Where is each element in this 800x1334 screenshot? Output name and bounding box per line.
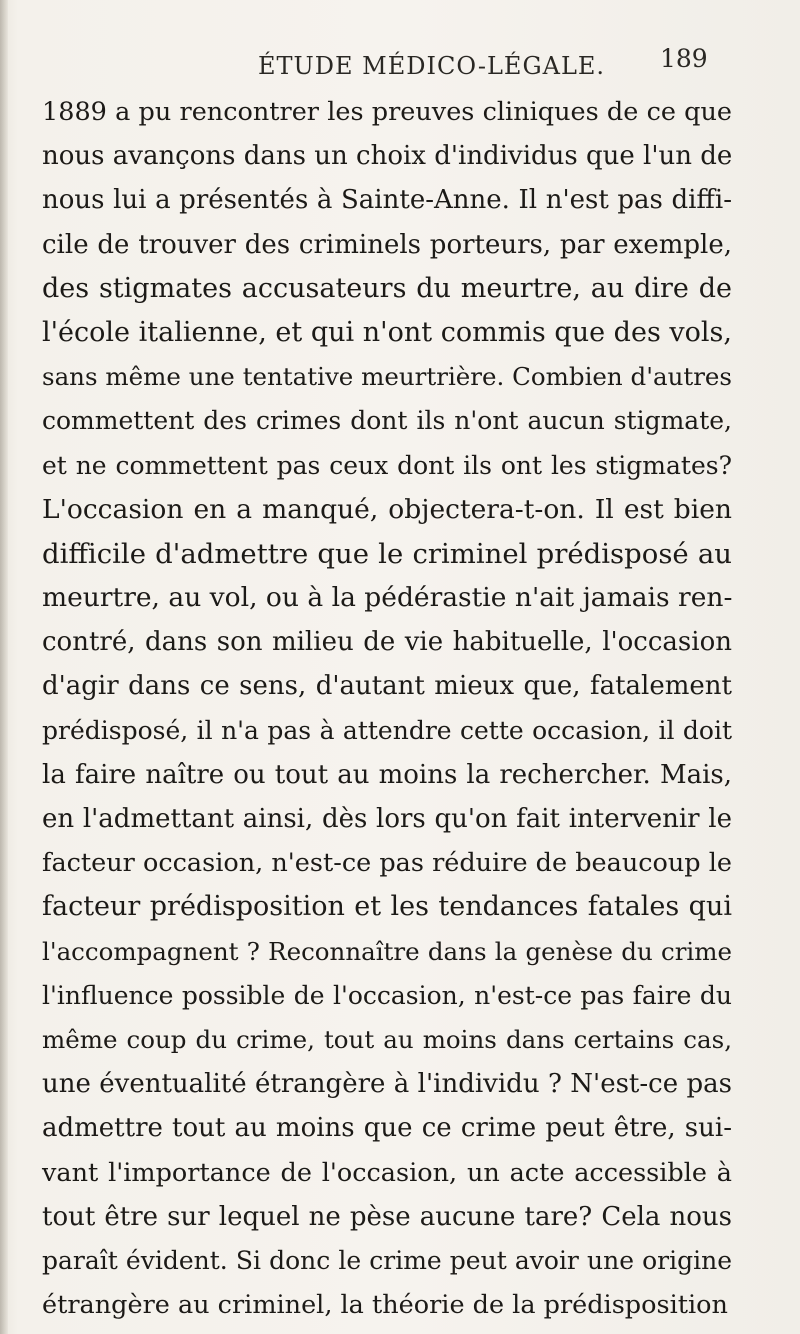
text-line: la faire naître ou tout au moins la rechercher. Mais,: [42, 759, 732, 790]
text-line: nous lui a présentés à Sainte-Anne. Il n'est pas diffi-: [42, 185, 732, 216]
text-line: sans même une tentative meurtrière. Combien d'autres: [42, 362, 732, 392]
page-number: 189: [660, 44, 708, 73]
text-line: nous avançons dans un choix d'individus que l'un de: [42, 141, 733, 172]
text-line: commettent des crimes dont ils n'ont aucun stigmate,: [42, 406, 732, 436]
text-line: tout être sur lequel ne pèse aucune tare? Cela nous: [42, 1201, 732, 1232]
text-line: difficile d'admettre que le criminel prédisposé au: [42, 537, 732, 570]
text-line: prédisposé, il n'a pas à attendre cette occasion, il doit: [42, 715, 732, 745]
running-title: ÉTUDE MÉDICO-LÉGALE.: [258, 52, 606, 80]
text-line: une éventualité étrangère à l'individu ? N'est-ce pas: [42, 1069, 732, 1100]
body-text: [42, 90, 732, 1327]
page-binding-edge: [0, 0, 8, 1334]
text-line: facteur prédisposition et les tendances fatales qui: [42, 891, 732, 923]
text-line: contré, dans son milieu de vie habituelle, l'occasion: [42, 627, 732, 658]
text-line: admettre tout au moins que ce crime peut être, sui-: [42, 1113, 732, 1144]
text-line: l'influence possible de l'occasion, n'est-ce pas faire du: [42, 980, 732, 1010]
text-line: l'accompagnent ? Reconnaître dans la genèse du crime: [42, 936, 732, 966]
text-line: 1889 a pu rencontrer les preuves cliniques de ce que: [42, 97, 732, 127]
text-line: vant l'importance de l'occasion, un acte accessible à: [42, 1157, 732, 1188]
text-line: en l'admettant ainsi, dès lors qu'on fait intervenir le: [42, 804, 732, 834]
text-line: même coup du crime, tout au moins dans certains cas,: [42, 1024, 732, 1054]
text-line: l'école italienne, et qui n'ont commis que des vols,: [42, 316, 732, 348]
text-line: étrangère au criminel, la théorie de la prédisposition: [42, 1290, 728, 1321]
text-line: facteur occasion, n'est-ce pas réduire de beaucoup le: [42, 848, 732, 879]
text-line: et ne commettent pas ceux dont ils ont les stigmates?: [42, 450, 732, 480]
text-line: paraît évident. Si donc le crime peut avoir une origine: [42, 1245, 732, 1275]
running-head: [0, 40, 800, 80]
text-line: des stigmates accusateurs du meurtre, au dire de: [42, 272, 732, 304]
text-line: meurtre, au vol, ou à la pédérastie n'ait jamais ren-: [42, 582, 733, 614]
text-line: cile de trouver des criminels porteurs, par exemple,: [42, 229, 732, 260]
text-line: L'occasion en a manqué, objectera-t-on. Il est bien: [42, 493, 732, 525]
text-line: d'agir dans ce sens, d'autant mieux que, fatalement: [42, 671, 732, 702]
